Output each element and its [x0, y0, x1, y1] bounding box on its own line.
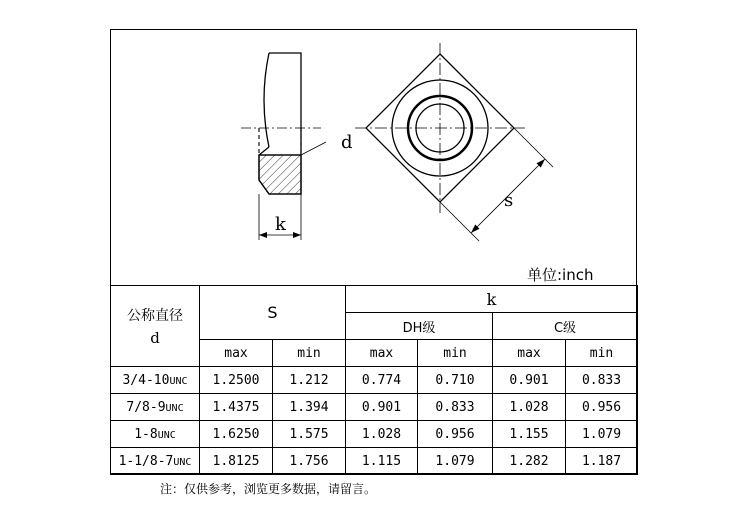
top-view — [355, 43, 553, 241]
cell-dh-min: 1.079 — [418, 448, 493, 475]
s-dimension-label: s — [504, 190, 514, 211]
cell-s-min: 1.394 — [273, 394, 346, 421]
cell-s-min: 1.212 — [273, 367, 346, 394]
section-hatch — [259, 155, 301, 194]
cell-c-min: 0.833 — [566, 367, 638, 394]
header-dh-max: max — [346, 340, 418, 367]
table-row — [111, 367, 638, 394]
header-c-min: min — [566, 340, 638, 367]
cell-c-min: 0.956 — [566, 394, 638, 421]
cell-c-max: 1.155 — [493, 421, 566, 448]
side-view — [241, 53, 326, 240]
header-dh-grade: DH级 — [346, 313, 493, 340]
header-s-min: min — [273, 340, 346, 367]
table-row — [111, 394, 638, 421]
cell-c-min: 1.079 — [566, 421, 638, 448]
cell-dh-max: 1.115 — [346, 448, 418, 475]
cell-c-max: 0.901 — [493, 367, 566, 394]
size-value: 3/4-10 — [122, 372, 170, 388]
k-arrow-right — [293, 232, 301, 238]
size-suffix: UNC — [173, 456, 192, 468]
header-c-grade: C级 — [493, 313, 638, 340]
header-s: S — [200, 286, 346, 340]
side-view-chamfer-curve — [264, 53, 269, 147]
cell-size — [111, 421, 200, 448]
unit-label: 单位:inch — [527, 266, 594, 284]
size-value: 7/8-9 — [126, 399, 166, 415]
cell-s-max: 1.2500 — [200, 367, 273, 394]
header-d-line2: d — [150, 329, 160, 347]
cell-c-min: 1.187 — [566, 448, 638, 475]
cell-c-max: 1.282 — [493, 448, 566, 475]
size-suffix: UNC — [157, 429, 176, 441]
cell-s-max: 1.8125 — [200, 448, 273, 475]
footnote: 注：仅供参考，浏览更多数据，请留言。 — [160, 482, 377, 496]
cell-size — [111, 448, 200, 475]
cell-s-max: 1.4375 — [200, 394, 273, 421]
k-arrow-left — [259, 232, 267, 238]
s-extension-lower — [440, 202, 479, 241]
header-c-max: max — [493, 340, 566, 367]
size-suffix: UNC — [165, 402, 184, 414]
cell-s-min: 1.575 — [273, 421, 346, 448]
cell-dh-max: 0.901 — [346, 394, 418, 421]
cell-c-max: 1.028 — [493, 394, 566, 421]
cell-dh-min: 0.956 — [418, 421, 493, 448]
header-s-max: max — [200, 340, 273, 367]
nut-technical-drawing — [111, 30, 638, 286]
d-dimension-label: d — [341, 132, 353, 153]
cell-s-min: 1.756 — [273, 448, 346, 475]
header-nominal-diameter — [111, 286, 200, 367]
s-extension-upper — [514, 128, 553, 167]
size-value: 1-1/8-7 — [118, 453, 174, 469]
cell-dh-min: 0.710 — [418, 367, 493, 394]
header-k: k — [346, 286, 638, 313]
cell-dh-min: 0.833 — [418, 394, 493, 421]
header-dh-min: min — [418, 340, 493, 367]
cell-dh-max: 1.028 — [346, 421, 418, 448]
spec-table — [110, 285, 638, 475]
size-suffix: UNC — [169, 375, 188, 387]
cell-dh-max: 0.774 — [346, 367, 418, 394]
d-leader — [301, 142, 326, 155]
k-dimension-label: k — [275, 214, 286, 235]
size-value: 1-8 — [134, 426, 158, 442]
table-row — [111, 421, 638, 448]
cell-size — [111, 394, 200, 421]
cell-size — [111, 367, 200, 394]
header-d-line1: 公称直径 — [127, 308, 183, 324]
table-row — [111, 448, 638, 475]
cell-s-max: 1.6250 — [200, 421, 273, 448]
